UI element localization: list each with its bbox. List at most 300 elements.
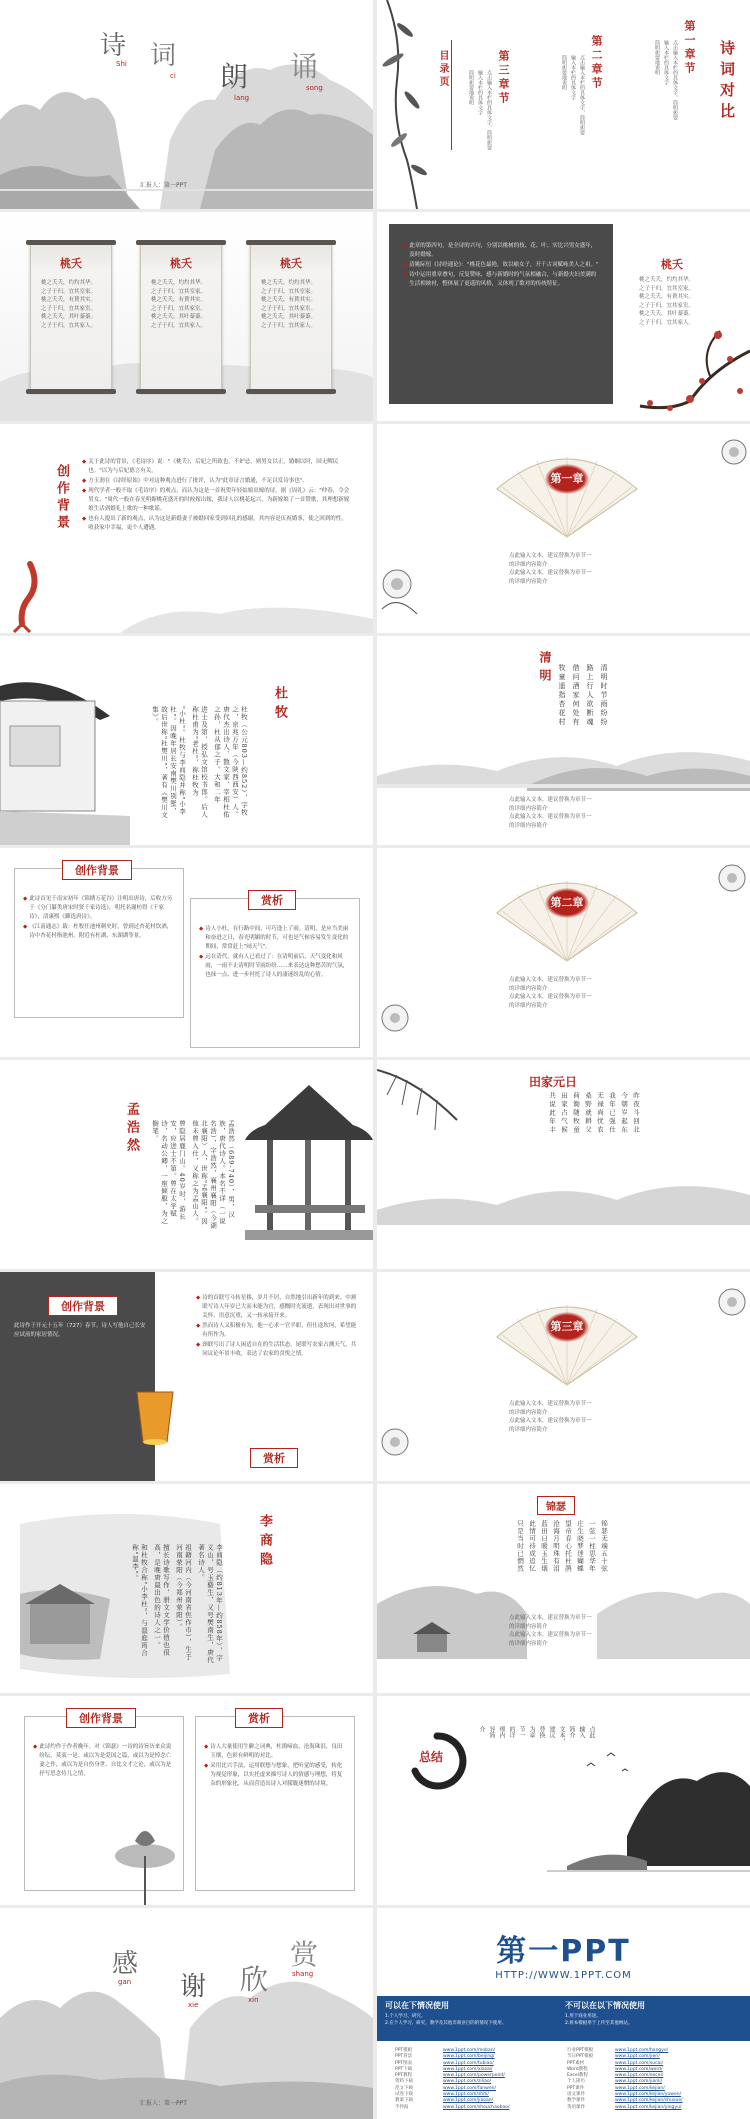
bullet-text: 关于此诗的背景，《毛诗序》说："《桃夭》，后妃之所致也。不妒忌，则男女以正，婚姻以时，国无鳏民也。"以为与后妃德言有关。	[88, 459, 339, 474]
title-char-3: 朗	[220, 60, 249, 93]
bio-column: 曾隐居鹿门山。40岁时，游长安，应进士不第。曾在太学赋诗，名动公卿，一座倾服，为之搁笔。	[151, 1120, 186, 1225]
analysis-bullets	[196, 1294, 361, 1360]
poem-title: 桃夭	[661, 258, 683, 271]
poem-line: 田家占气候	[560, 1092, 568, 1135]
description-line: 点此输入文本，建议替换为章节一	[509, 1401, 592, 1407]
bullet-text: 现代学者一般不取《毛诗序》的观点，而认为这是一首祝贺年轻姑娘出嫁的诗。据《周礼》云："仲春，令会男女。"周代一般在春光明媚桃花盛开的时候嫁出嫁，我诗人以桃花起兴，为新嫁娘了一首赞歌，其理想新嫁娘生活到婚礼上歌的一种歌谣。	[88, 488, 350, 512]
analysis-tag: 赏析	[248, 890, 296, 910]
slide-analysis-jinse[interactable]	[0, 1696, 373, 1905]
poem-columns	[515, 1520, 608, 1600]
poem-line: 路上行人欲断魂	[586, 664, 594, 727]
summary-column: 输入	[578, 1726, 585, 1738]
bio-column: 杜牧（公元803—约852），字牧之，京兆万年（今陕西西安）人。唐代杰出诗人、散文家，宰相杜佑之孙，杜从郁之子。大和二年	[213, 706, 248, 819]
link-url[interactable]: www.1ppt.com/tubiao/	[443, 2060, 494, 2066]
title-char-1: 感	[112, 1949, 139, 1979]
bullet-item	[33, 1743, 175, 1779]
scroll-line: 之子于归，宜其室家。	[41, 288, 97, 295]
scroll-line: 桃之夭夭，有蕡其实。	[41, 297, 97, 303]
background-text: 此诗作于开元十五年（727）春节。诗人写他自己长安应试前的家居情况。	[14, 1323, 146, 1338]
chapter-title: 第一章节	[683, 20, 696, 76]
chapter-line: 点击输入本栏的具体文字，简明扼要	[486, 70, 492, 150]
link-label: 数学课件	[567, 2098, 585, 2104]
link-label: Excel教程	[567, 2073, 588, 2079]
chapter-description	[509, 552, 592, 586]
slide-poem-qingming[interactable]	[377, 636, 750, 845]
description-line: 的详细内容简介	[509, 805, 548, 812]
folding-fan-graphic	[492, 1297, 642, 1387]
slide-poet-dumu[interactable]	[0, 636, 373, 845]
pinyin-3: lang	[234, 94, 250, 102]
scroll-line: 桃之夭夭，有蕡其实。	[151, 297, 207, 303]
pinyin-4: shang	[292, 1970, 314, 1978]
poem-line: 我年已强仕	[608, 1092, 616, 1135]
poet-bio	[130, 1544, 223, 1664]
description-line: 点此输入文本，建议替换为章节一	[509, 814, 592, 820]
bullet-item	[196, 1322, 361, 1340]
description-line: 的详细内容简介	[509, 1426, 548, 1433]
link-url[interactable]: www.1ppt.com/jianli/	[615, 2079, 663, 2085]
link-row	[567, 2105, 742, 2111]
poem-line: 桃之夭夭，其叶蓁蓁。	[639, 311, 695, 317]
link-label: 试卷下载	[395, 2092, 413, 2098]
poem-line: 桑野就耕父	[584, 1092, 592, 1135]
slide-notes-poem[interactable]	[377, 212, 750, 421]
scroll-card-1[interactable]	[30, 242, 112, 392]
link-url[interactable]: www.1ppt.com/word/	[615, 2066, 663, 2072]
bullet-item	[199, 953, 351, 980]
chapter-line: 简明扼要地说明	[468, 70, 474, 105]
reporter-label: 汇报人：第一PPT	[140, 182, 187, 189]
summary-column: 文本，	[558, 1726, 565, 1744]
bullet-text: 清姚际恒《诗经通论》："桃花色最艳，故以喻女子，开千古词赋咏美人之祖。"	[409, 262, 599, 268]
lotus-graphic	[100, 1816, 190, 1905]
background-tag: 创作背景	[66, 1708, 136, 1728]
notes-bullets	[403, 242, 599, 289]
scroll-line: 之子于归，宜其家室。	[151, 305, 207, 312]
bio-column: 进士及第，授弘文馆校书郎。后人称杜甫为"老杜"，称杜牧为	[191, 706, 208, 819]
link-label: PPT素材	[567, 2060, 585, 2066]
bio-column: 李商隐（约813年—约858年），字义山，号玉谿生，又号樊南生，唐代著名诗人。	[197, 1544, 223, 1664]
scroll-line: 桃之夭夭，灼灼其华。	[261, 280, 317, 286]
brand-logo: 第一PPT	[496, 1934, 631, 1969]
link-url[interactable]: www.1ppt.com/sucai/	[615, 2060, 664, 2066]
description-line: 点此输入文本，建议替换为章节一	[509, 1615, 592, 1621]
background-tag: 创作背景	[62, 860, 132, 880]
bullet-item	[23, 895, 175, 922]
poem-line: 清明时节雨纷纷	[600, 664, 608, 727]
bullet-icon: ◆	[204, 1744, 209, 1750]
link-label: PPT课件	[567, 2085, 585, 2091]
poem-line: 锦瑟无端五十弦	[600, 1520, 608, 1573]
plum-blossom-graphic	[630, 311, 750, 421]
poem-line: 昨夜斗回北	[632, 1092, 640, 1135]
poem-line: 望帝春心托杜鹃	[564, 1520, 572, 1573]
bullet-icon: ◆	[403, 272, 408, 278]
chapter-line: 点击输入本栏的具体文字，简明扼要	[672, 40, 678, 120]
poet-bio	[150, 706, 248, 821]
peony-flower-graphic	[377, 1392, 427, 1481]
scroll-title: 桃夭	[60, 257, 82, 270]
bullet-icon: ◆	[23, 896, 28, 902]
toc-heading: 诗词对比	[718, 40, 736, 124]
summary-column: 建议	[548, 1726, 555, 1738]
slide-poet-menghaoran[interactable]	[0, 1060, 373, 1269]
side-title: 创作背景	[54, 464, 69, 532]
poem-line: 桃之夭夭，灼灼其华。	[639, 277, 695, 283]
scroll-lines	[31, 271, 111, 330]
slide-chapter-3[interactable]	[377, 1272, 750, 1481]
description-line: 的详细内容简介	[509, 822, 548, 829]
logo-area	[377, 1908, 750, 1998]
bullet-text: 诗的首联写斗转星移，岁月不居，自然地引出新年的到来。中颔联写诗人年岁已大而未能为官，感慨时光流逝，表现出对世事的关怀，语意沉重，又一转承接开来。	[202, 1295, 357, 1319]
slide-poem-jinse[interactable]	[377, 1484, 750, 1693]
background-box	[14, 868, 184, 1018]
bullet-item	[403, 242, 599, 260]
link-label: 手抄报	[395, 2104, 409, 2110]
lantern-graphic	[125, 1382, 185, 1452]
description-line: 点此输入文本，建议替换为章节一	[509, 553, 592, 559]
poem-line: 之子于归，宜其室家。	[639, 285, 695, 292]
description-line: 的详细内容简介	[509, 1640, 548, 1647]
chapter-lines	[467, 70, 492, 170]
pinyin-2: ci	[170, 72, 176, 80]
pinyin-3: xin	[248, 1996, 259, 2004]
title-char-2: 词	[150, 41, 177, 71]
slide-scrolls[interactable]	[0, 212, 373, 421]
chapter-title: 第三章节	[497, 50, 510, 106]
analysis-box	[195, 1716, 355, 1891]
slide-analysis-qingming[interactable]	[0, 848, 373, 1057]
slide-poet-lishangyin[interactable]	[0, 1484, 373, 1693]
link-url[interactable]: www.1ppt.com/fanwen/	[443, 2085, 496, 2091]
bullet-text: 远在清代，就有人已看过了：在清明前后，天气变化和风雨，一雨不止清明时节雨纷纷……来表达这种愁苦的气氛，也抹一点、进一步衬托了诗人的凄迷纷乱的心情。	[205, 954, 349, 978]
description-line: 点此输入文本，建议替换为章节一	[509, 797, 592, 803]
scroll-line: 桃之夭夭，其叶蓁蓁。	[41, 314, 97, 320]
poem-description	[509, 796, 592, 830]
bullet-text: 也有人提出了新的观点，认为这是新婚妻子被婚回家受到回礼的感谢，其内容是庆祝婚事，使之回到的性，收获家中幸福，更个人遭遇。	[88, 516, 347, 531]
bullet-item	[403, 271, 599, 289]
scroll-line: 桃之夭夭，其叶蓁蓁。	[261, 314, 317, 320]
scroll-line: 桃之夭夭，其叶蓁蓁。	[151, 314, 207, 320]
scroll-lines	[141, 271, 221, 330]
folding-fan-graphic	[492, 449, 642, 539]
poem-title: 田家元日	[517, 1072, 589, 1091]
link-label: 范文下载	[395, 2085, 413, 2091]
peony-flower-graphic	[700, 1272, 750, 1342]
link-label: PPT模板	[395, 2048, 413, 2053]
chapter-line: 输入本栏的具体文字	[477, 70, 483, 115]
link-url[interactable]: www.1ppt.com/excel/	[615, 2073, 664, 2079]
pinyin-2: xie	[188, 2001, 199, 2009]
poet-name: 杜牧	[272, 686, 287, 724]
poem-title: 锦瑟	[537, 1496, 575, 1515]
bullet-icon: ◆	[82, 516, 87, 522]
chapter-lines	[560, 55, 585, 170]
link-label: 教案下载	[395, 2098, 413, 2104]
link-url[interactable]: www.1ppt.com/powerpoint/	[443, 2073, 505, 2079]
summary-column: 替换	[538, 1726, 545, 1738]
poem-title: 清明	[538, 651, 552, 687]
ink-mountains-graphic	[0, 0, 373, 209]
description-line: 的详细内容简介	[509, 1623, 548, 1630]
pinyin-4: song	[306, 84, 323, 92]
bullet-text: 方玉润在《诗经原始》中对这种观点进行了批评，认为"此章证言婚通，不足以发诗事也"。	[88, 478, 308, 484]
scroll-line: 桃之夭夭，灼灼其华。	[41, 280, 97, 286]
slide-1ppt-info[interactable]	[377, 1908, 750, 2119]
chapter-line: 输入本栏的具体文字	[570, 55, 576, 100]
bio-column: "小杜"。杜牧与李商隐并称"小李杜"。因晚年居长安南樊川别墅，故后世称"杜樊川"，著有《樊川文集》。	[151, 706, 186, 819]
description-line: 点此输入文本，建议替换为章节一	[509, 977, 592, 983]
description-line: 的详细内容简介	[509, 561, 548, 568]
link-url[interactable]: www.1ppt.com/kejian/shuxue/	[615, 2098, 683, 2104]
poem-line: 今朝岁起东	[620, 1092, 628, 1135]
bullet-text: 此诗首见于南宋初年《锦绣万花谷》注明出唐诗，后收方另于《分门纂类唐宋时贤千家诗选》，明托名谢枋得《千家诗》，清康熙《御选唐诗》。	[29, 896, 173, 920]
slide-summary[interactable]	[377, 1696, 750, 1905]
bullet-icon: ◆	[403, 243, 408, 249]
chapter-line: 简明扼要地说明	[561, 55, 567, 90]
poem-line: 无禄尚忧农	[596, 1092, 604, 1135]
bullet-text: 然而诗人又积极有为，他一心求一官半职，但仕途坎坷，希望能有所作为。	[202, 1323, 357, 1338]
link-label: Word教程	[567, 2066, 588, 2072]
bullet-icon: ◆	[33, 1744, 38, 1750]
poet-bio	[150, 1120, 235, 1230]
toc-divider	[451, 40, 452, 150]
slide-thanks[interactable]	[0, 1908, 373, 2119]
link-label: PPT图表	[395, 2060, 413, 2066]
scroll-line: 之子于归，宜其室家。	[151, 288, 207, 295]
poem-columns	[547, 1092, 640, 1182]
ink-wash-graphic	[0, 424, 373, 633]
link-url[interactable]: www.1ppt.com/kejian/yingyu/	[615, 2104, 682, 2110]
poem-line: 共说此年丰	[548, 1092, 556, 1135]
cannot-use-line: 1.用于商业用途。	[565, 2014, 601, 2019]
chapter-description	[509, 976, 592, 1010]
link-url[interactable]: www.1ppt.com/jieri/	[615, 2054, 660, 2060]
reporter-label: 汇报人：第一PPT	[140, 2100, 187, 2107]
summary-column: 容简	[488, 1726, 495, 1738]
chapter-seal: 第二章	[545, 888, 589, 918]
link-url[interactable]: www.1ppt.com/shouchaobao/	[443, 2104, 510, 2110]
link-label: 个人简历	[567, 2079, 585, 2085]
pinyin-1: Shi	[116, 60, 127, 68]
link-url[interactable]: www.1ppt.com/xiazai/	[443, 2066, 493, 2072]
peony-flower-graphic	[700, 848, 750, 918]
peony-flower-graphic	[377, 524, 427, 624]
chapter-seal: 第一章	[545, 464, 589, 494]
bullet-icon: ◆	[196, 1295, 201, 1301]
bio-column: 和杜牧合称"小李杜"，与温庭筠合称"温李"。	[131, 1544, 148, 1657]
toc-label: 目录页	[437, 50, 448, 89]
chapter-title: 第二章节	[590, 35, 603, 91]
description-line: 的详细内容简介	[509, 1002, 548, 1009]
poem-columns	[557, 664, 609, 744]
pinyin-1: gan	[118, 1978, 132, 1986]
bullet-text: 诗人大量使用生僻之词典，杜鹃啼血，沧海珠泪，良田玉烟，色彩有鲜明的对比。	[210, 1744, 343, 1759]
title-char-4: 诵	[290, 50, 319, 83]
poem-line: 蓝田日暖玉生烟	[540, 1520, 548, 1573]
link-url[interactable]: www.1ppt.com/jiaoan/	[443, 2098, 494, 2104]
ancient-building-graphic	[0, 656, 130, 845]
poem-line: 桃之夭夭，有蕡其实。	[639, 294, 695, 300]
title-char-3: 欣	[240, 1963, 269, 1996]
bullet-text: 颈联写出了诗人闲适自在的生活状态。尾联写农家占测天气，共同议论年景丰收，表达了农家的喜悦之情。	[202, 1342, 357, 1357]
bullet-item	[204, 1762, 346, 1789]
bullet-item	[196, 1294, 361, 1321]
slide-chapter-2[interactable]	[377, 848, 750, 1057]
poem-line: 此情可待成追忆	[528, 1520, 536, 1573]
summary-title: 总结	[419, 1750, 444, 1764]
summary-column: 细内	[498, 1726, 505, 1738]
analysis-tag: 赏析	[250, 1448, 298, 1468]
bullet-text: 采用比兴手法，运用联想与想象，把听觉的感受，转化为视觉形象，以实托虚来描写诗人的情感与理想，将复杂的形象化，从而营造出诗人对朦胧迷惘的诗境。	[210, 1763, 343, 1787]
poet-name: 孟浩然	[124, 1102, 139, 1156]
chapter-line: 点击输入本栏的具体文字，简明扼要	[579, 55, 585, 135]
chapter-description	[509, 1400, 592, 1434]
brand-url[interactable]: HTTP://WWW.1PPT.COM	[495, 1970, 632, 1981]
link-url[interactable]: www.1ppt.com/hangye/	[615, 2048, 669, 2053]
bullet-item	[403, 261, 599, 270]
link-label: 行业PPT模板	[567, 2048, 594, 2053]
bullet-text: 此章的第四句，是全诗的兴句，分别以桃树的枝、花、叶、实比兴男女盛年，及时婚嫁。	[409, 243, 597, 258]
chapter-item-3[interactable]	[467, 20, 511, 170]
slide-background-notes[interactable]	[0, 424, 373, 633]
bullet-item	[199, 925, 351, 952]
poet-name: 李商隐	[257, 1514, 272, 1571]
poem-line: 牧童遥指杏花村	[558, 664, 566, 727]
slide-poem-tianjia[interactable]	[377, 1060, 750, 1269]
summary-column: 节一	[518, 1726, 525, 1738]
poem-line: 只是当时已惘然	[516, 1520, 524, 1573]
can-use-title: 可以在下情况使用	[385, 2001, 449, 2010]
link-url[interactable]: www.1ppt.com/beijing/	[443, 2054, 495, 2060]
description-line: 点此输入文本，建议替换为章节一	[509, 994, 592, 1000]
bullet-text: 诗中运用重章叠句，反复赞咏，感与新婚时的气氛相融合，与新婚夫妇美满的生活相映衬，整体展了更遥的风格，又体现了歌对的传统特征。	[409, 272, 597, 287]
description-line: 点此输入文本，建议替换为章节一	[509, 1418, 592, 1424]
scroll-line: 之子于归，宜其家室。	[41, 305, 97, 312]
link-row	[395, 2105, 565, 2111]
description-line: 点此输入文本，建议替换为章节一	[509, 570, 592, 576]
bullet-text: 此诗约作于作者晚年。对《锦瑟》一诗的诗旨历来众说纷纭，莫衷一是。或以为是爱国之篇，或以为是悼念亡妻之作，或以为是自伤身世、自比文才之论，或以为是抒写思念侍儿之情，	[39, 1744, 172, 1777]
chapter-lines	[653, 40, 678, 170]
summary-column: 的详	[508, 1726, 515, 1738]
scroll-line: 之子于归，宜其家室。	[261, 305, 317, 312]
chapter-line: 输入本栏的具体文字	[663, 40, 669, 85]
bullet-icon: ◆	[199, 926, 204, 932]
background-tag: 创作背景	[48, 1296, 118, 1316]
chapter-item-1[interactable]	[653, 20, 697, 170]
link-url[interactable]: www.1ppt.com/ziliao/	[443, 2079, 492, 2085]
slide-title[interactable]	[0, 0, 373, 209]
bullet-icon: ◆	[82, 459, 87, 465]
analysis-tag: 赏析	[235, 1708, 283, 1728]
summary-column: 简介	[568, 1726, 575, 1738]
summary-column: 介	[478, 1726, 485, 1732]
poem-line: 之子于归，宜其家人。	[639, 319, 695, 326]
bullet-icon: ◆	[23, 924, 28, 930]
scroll-card-3[interactable]	[250, 242, 332, 392]
link-label: 英语课件	[567, 2104, 585, 2110]
poem-line: 之子于归，宜其家室。	[639, 302, 695, 309]
poem-line: 沧海月明珠有泪	[552, 1520, 560, 1573]
bullet-icon: ◆	[403, 262, 408, 268]
bullet-icon: ◆	[199, 954, 204, 960]
chapter-list	[467, 20, 697, 170]
ink-landscape-graphic	[547, 1746, 750, 1905]
link-url[interactable]: www.1ppt.com/shiti/	[443, 2092, 489, 2098]
chapter-line: 简明扼要地说明	[654, 40, 660, 75]
summary-column: 点此	[588, 1726, 595, 1738]
scroll-line: 桃之夭夭，灼灼其华。	[151, 280, 207, 286]
slide-chapter-1[interactable]	[377, 424, 750, 633]
poem-line: 荷锄随牧童	[572, 1092, 580, 1135]
description-line: 的详细内容简介	[509, 1409, 548, 1416]
description-line: 点此输入文本，建议替换为章节一	[509, 1632, 592, 1638]
cannot-use-title: 不可以在以下情况使用	[565, 2001, 645, 2010]
bio-column: 孟浩然（689-740），男，汉族，唐代诗人。本名不详（一说名浩），字浩然，襄州襄阳（今湖北襄阳）人，世称"孟襄阳"。因他未曾入仕，又称之为孟山人。	[191, 1120, 235, 1230]
description-line: 的详细内容简介	[509, 578, 548, 585]
links-left	[395, 2048, 565, 2111]
notes-panel	[389, 224, 613, 404]
scroll-lines	[251, 271, 331, 330]
peony-flower-graphic	[700, 424, 750, 484]
bullet-item	[204, 1743, 346, 1761]
link-label: PPT教程	[395, 2073, 413, 2079]
scroll-line: 之子于归，宜其家人。	[41, 322, 97, 329]
bullet-icon: ◆	[196, 1342, 201, 1348]
bio-column: 祖籍河内（今河南省焦作市），生于河南荥阳（今郑州荥阳）。	[175, 1544, 192, 1661]
link-url[interactable]: www.1ppt.com/moban/	[443, 2048, 496, 2053]
title-char-1: 诗	[100, 31, 127, 61]
bullet-item	[23, 923, 175, 941]
chapter-item-2[interactable]	[560, 20, 604, 170]
summary-column: 为章	[528, 1726, 535, 1738]
poem-line: 庄生晓梦迷蝴蝶	[576, 1520, 584, 1573]
bullet-item	[196, 1341, 361, 1359]
peony-flower-graphic	[377, 968, 427, 1057]
bullet-text: 《江南通志》载：杜牧任池州刺史时，曾到过杏花村饮酒，诗中杏花村指池州。附近有杜湖、东湖湖等景。	[29, 924, 173, 939]
pavilion-graphic	[245, 1085, 373, 1269]
link-url[interactable]: www.1ppt.com/kejian/yuwen/	[615, 2092, 682, 2098]
bio-column: 擅长诗歌写作，骈文文学价值也很高，是晚唐最出色的诗人之一。	[153, 1544, 170, 1657]
link-label: 语文课件	[567, 2092, 585, 2098]
bullet-icon: ◆	[196, 1323, 201, 1329]
scroll-title: 桃夭	[280, 257, 302, 270]
slide-analysis-tianjia[interactable]	[0, 1272, 373, 1481]
slide-toc[interactable]	[377, 0, 750, 209]
link-url[interactable]: www.1ppt.com/kejian/	[615, 2085, 665, 2091]
scroll-line: 之子于归，宜其家人。	[261, 322, 317, 329]
bullet-icon: ◆	[82, 488, 87, 494]
can-use-line: 2.在个人学习、研究、教学及其他非商业目的的情况下使用。	[385, 2021, 507, 2026]
links-right	[567, 2048, 742, 2111]
usage-banner	[377, 1996, 750, 2041]
link-label: 资料下载	[395, 2079, 413, 2085]
scroll-line: 之子于归，宜其家人。	[151, 322, 207, 329]
bullet-text: 诗人小杜，在行路中间，可巧逢上了雨。清明，是应当美丽和奋进之日，春光明媚的时节，可也是气候容易发生变化的期间，常常赶上"闹天气"。	[205, 926, 349, 950]
chapter-seal: 第三章	[545, 1312, 589, 1342]
can-use-line: 1.个人学习、研究。	[385, 2014, 426, 2019]
bamboo-branch-graphic	[377, 0, 447, 209]
cannot-use-line: 2.将本模板用于上传至其他网站。	[565, 2021, 633, 2026]
scroll-title: 桃夭	[170, 257, 192, 270]
link-label: 节日PPT模板	[567, 2054, 594, 2060]
analysis-box	[190, 898, 360, 1048]
folding-fan-graphic	[492, 873, 642, 963]
scroll-card-2[interactable]	[140, 242, 222, 392]
bullet-icon: ◆	[204, 1763, 209, 1769]
link-label: PPT下载	[395, 2066, 413, 2072]
title-char-2: 谢	[180, 1972, 207, 2002]
